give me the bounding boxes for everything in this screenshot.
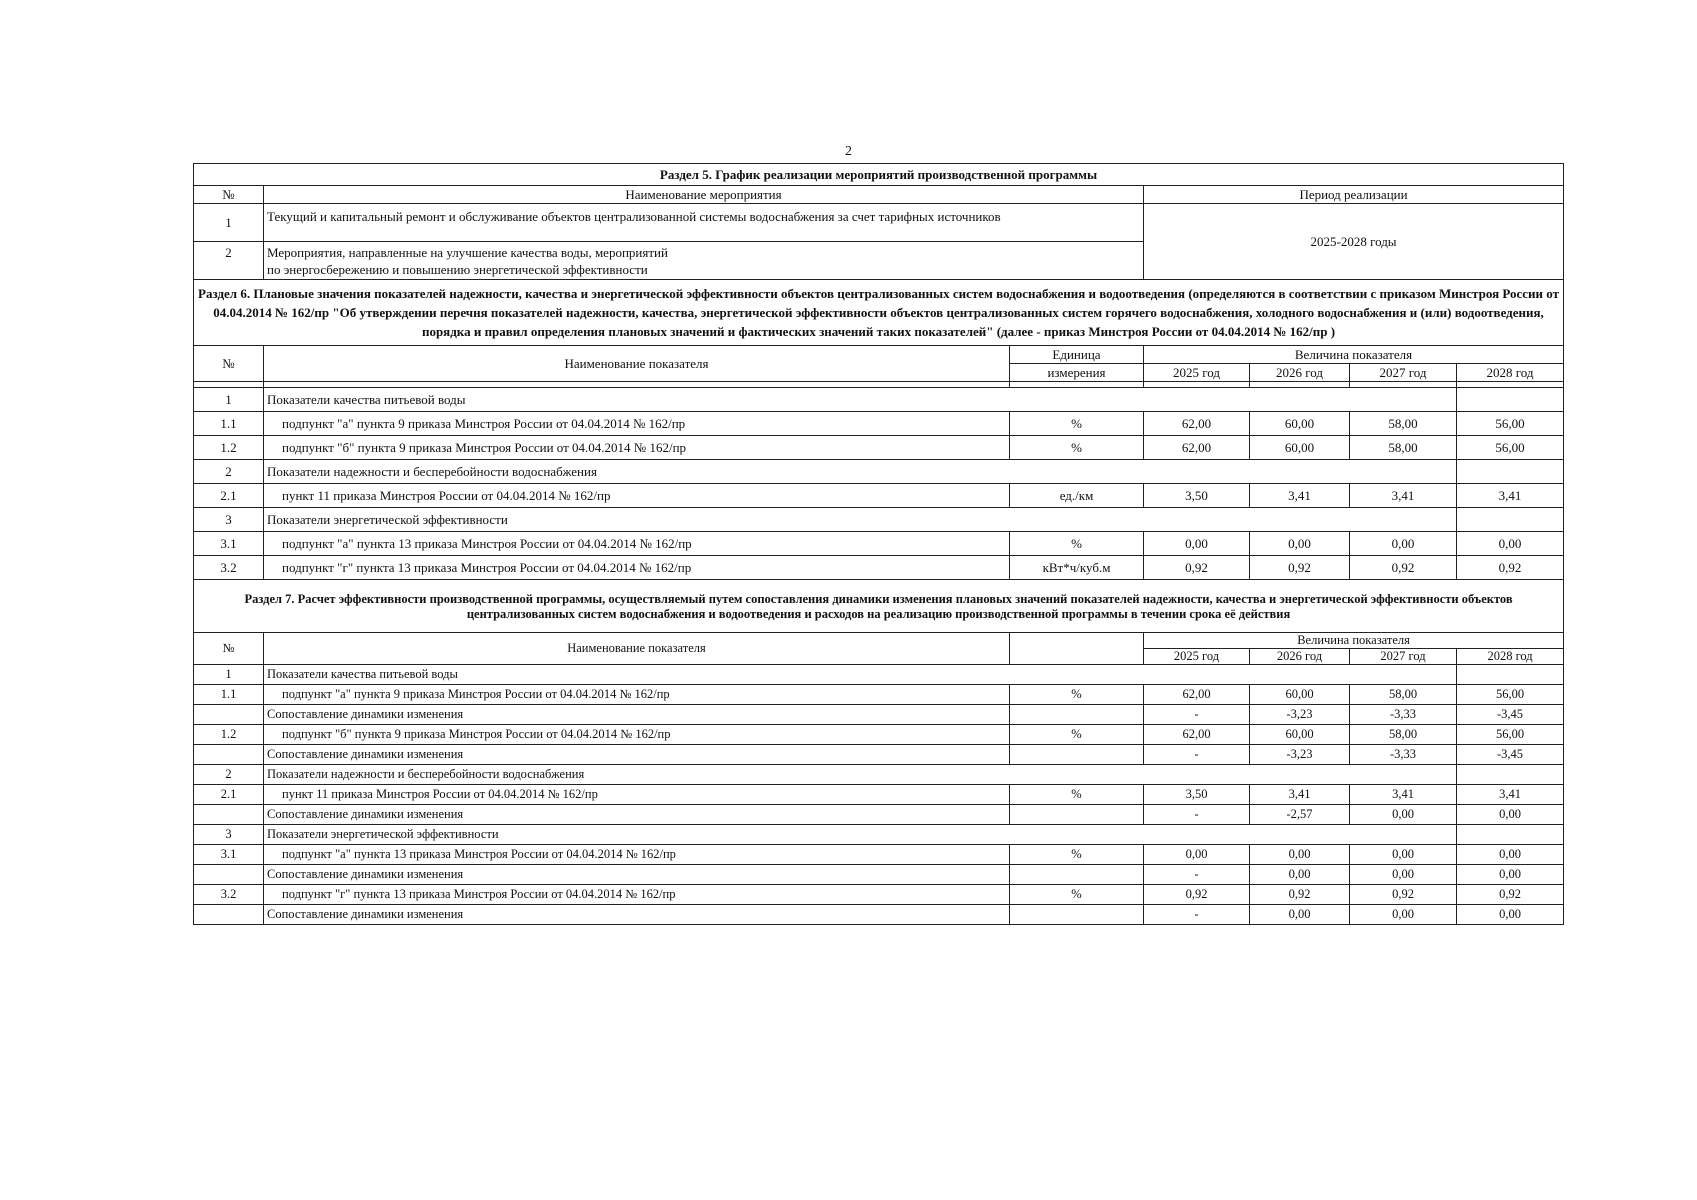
row-value: 3,41: [1350, 785, 1457, 805]
row-value: 0,00: [1457, 532, 1564, 556]
table-row: [194, 484, 1564, 508]
section7-col-no: №: [194, 633, 264, 665]
row-value: 0,00: [1350, 865, 1457, 885]
row-name: Сопоставление динамики изменения: [264, 805, 1010, 825]
row-value: 58,00: [1350, 725, 1457, 745]
row-value: 0,92: [1144, 556, 1250, 580]
row-number: 3: [194, 825, 264, 845]
section6-year: 2027 год: [1350, 364, 1457, 382]
section6-col-name: Наименование показателя: [264, 346, 1010, 382]
row-value: 3,50: [1144, 484, 1250, 508]
table-row: [194, 885, 1564, 905]
row-value: 0,00: [1350, 805, 1457, 825]
table-row: [194, 532, 1564, 556]
section5-table: [193, 163, 1564, 280]
row-cell-empty: [1457, 825, 1564, 845]
row-value: 58,00: [1350, 685, 1457, 705]
row-value: 0,92: [1144, 885, 1250, 905]
row-name: пункт 11 приказа Минстроя России от 04.04.2014 № 162/пр: [264, 785, 1010, 805]
section6-title: Раздел 6. Плановые значения показателей надежности, качества и энергетической эффективности объектов централизованных систем водоснабжения и водоотведения (определяются в соответствии с приказом Минстроя России от 04.04.2014 № 162/пр "Об утверждении перечня показателей надежности, качества, энергетической эффективности объектов централизованных систем горячего водоснабжения, холодного водоснабжения и (или) водоотведения, порядка и правил определения плановых значений и фактических значений таких показателей" (далее - приказ Минстроя России от 04.04.2014 № 162/пр ): [194, 280, 1564, 346]
document-sheet: [193, 163, 1563, 925]
row-number: 3.1: [194, 532, 264, 556]
row-value: 56,00: [1457, 685, 1564, 705]
row-unit: [1010, 865, 1144, 885]
section6-col-unit: Единица: [1010, 346, 1144, 364]
group-row: [194, 665, 1564, 685]
section7-year: 2026 год: [1250, 649, 1350, 665]
row-unit: %: [1010, 412, 1144, 436]
row-unit: %: [1010, 436, 1144, 460]
row-value: 0,92: [1350, 556, 1457, 580]
row-name: подпункт "б" пункта 9 приказа Минстроя России от 04.04.2014 № 162/пр: [264, 725, 1010, 745]
section5-col-no: №: [194, 186, 264, 204]
row-number: [194, 705, 264, 725]
section7-col-value: Величина показателя: [1144, 633, 1564, 649]
section6-year: 2026 год: [1250, 364, 1350, 382]
row-value: 0,00: [1350, 905, 1457, 925]
row-value: 62,00: [1144, 685, 1250, 705]
row-value: -3,33: [1350, 745, 1457, 765]
section6-year: 2025 год: [1144, 364, 1250, 382]
row-number: 3: [194, 508, 264, 532]
group-title: Показатели качества питьевой воды: [264, 388, 1457, 412]
section6-col-value: Величина показателя: [1144, 346, 1564, 364]
row-value: 0,92: [1250, 885, 1350, 905]
row-unit: [1010, 745, 1144, 765]
row-number: 1.2: [194, 725, 264, 745]
section5-col-period: Период реализации: [1144, 186, 1564, 204]
section7-year: 2028 год: [1457, 649, 1564, 665]
row-value: 60,00: [1250, 436, 1350, 460]
table-row: [194, 905, 1564, 925]
group-title: Показатели надежности и бесперебойности водоснабжения: [264, 460, 1457, 484]
row-unit: [1010, 705, 1144, 725]
table-row: [194, 785, 1564, 805]
row-value: 60,00: [1250, 412, 1350, 436]
row-unit: %: [1010, 725, 1144, 745]
row-number: [194, 865, 264, 885]
row-value: 58,00: [1350, 412, 1457, 436]
row-value: 3,41: [1350, 484, 1457, 508]
row-cell-empty: [1457, 765, 1564, 785]
section7-title: Раздел 7. Расчет эффективности производственной программы, осуществляемый путем сопоставления динамики изменения плановых значений показателей надежности, качества и энергетической эффективности объектов централизованных систем водоснабжения и водоотведения и расходов на реализацию производственной программы в течении срока её действия: [194, 580, 1564, 633]
row-value: 0,00: [1144, 532, 1250, 556]
row-value: 3,41: [1457, 484, 1564, 508]
row-name: Сопоставление динамики изменения: [264, 705, 1010, 725]
row-value: 0,92: [1350, 885, 1457, 905]
section5-row-name: Текущий и капитальный ремонт и обслуживание объектов централизованной системы водоснабжения за счет тарифных источников: [264, 204, 1144, 242]
section6-col-unit-2: измерения: [1010, 364, 1144, 382]
row-name: Сопоставление динамики изменения: [264, 865, 1010, 885]
row-value: 62,00: [1144, 412, 1250, 436]
section6-body: [194, 388, 1564, 580]
row-cell-empty: [1457, 388, 1564, 412]
page-number: 2: [845, 144, 852, 159]
row-value: 58,00: [1350, 436, 1457, 460]
row-value: -: [1144, 745, 1250, 765]
row-number: [194, 805, 264, 825]
row-number: 1: [194, 388, 264, 412]
row-unit: %: [1010, 685, 1144, 705]
table-row: [194, 705, 1564, 725]
row-name: подпункт "а" пункта 9 приказа Минстроя России от 04.04.2014 № 162/пр: [264, 685, 1010, 705]
row-value: 56,00: [1457, 725, 1564, 745]
group-row: [194, 765, 1564, 785]
row-unit: %: [1010, 845, 1144, 865]
table-row: [194, 725, 1564, 745]
row-number: 3.2: [194, 885, 264, 905]
section7-body: [194, 665, 1564, 925]
row-unit: %: [1010, 785, 1144, 805]
row-number: [194, 745, 264, 765]
row-value: 0,00: [1350, 845, 1457, 865]
table-row: [194, 845, 1564, 865]
row-number: 1.1: [194, 412, 264, 436]
row-value: -: [1144, 905, 1250, 925]
row-value: 3,41: [1250, 785, 1350, 805]
row-value: 0,00: [1457, 845, 1564, 865]
row-unit: [1010, 805, 1144, 825]
row-name: подпункт "а" пункта 13 приказа Минстроя России от 04.04.2014 № 162/пр: [264, 532, 1010, 556]
row-value: -3,33: [1350, 705, 1457, 725]
row-number: 3.1: [194, 845, 264, 865]
row-name: подпункт "а" пункта 9 приказа Минстроя России от 04.04.2014 № 162/пр: [264, 412, 1010, 436]
row-value: -3,45: [1457, 745, 1564, 765]
row-value: -2,57: [1250, 805, 1350, 825]
row-value: 3,50: [1144, 785, 1250, 805]
section5-row-name-line: по энергосбережению и повышению энергетической эффективности: [267, 261, 648, 277]
row-value: 0,00: [1250, 845, 1350, 865]
row-value: 3,41: [1250, 484, 1350, 508]
row-number: 2.1: [194, 484, 264, 508]
section5-row-name-line: Мероприятия, направленные на улучшение качества воды, мероприятий: [267, 244, 668, 260]
section7-year: 2025 год: [1144, 649, 1250, 665]
table-row: [194, 436, 1564, 460]
row-name: Сопоставление динамики изменения: [264, 745, 1010, 765]
section7-col-name: Наименование показателя: [264, 633, 1010, 665]
row-value: -3,45: [1457, 705, 1564, 725]
section6-col-no: №: [194, 346, 264, 382]
row-value: 0,92: [1250, 556, 1350, 580]
row-value: 62,00: [1144, 436, 1250, 460]
row-unit: [1010, 905, 1144, 925]
row-value: 0,92: [1457, 556, 1564, 580]
table-row: [194, 745, 1564, 765]
row-value: 0,00: [1250, 905, 1350, 925]
row-name: подпункт "б" пункта 9 приказа Минстроя России от 04.04.2014 № 162/пр: [264, 436, 1010, 460]
group-row: [194, 388, 1564, 412]
section5-row-name: [264, 242, 1144, 280]
row-value: -3,23: [1250, 705, 1350, 725]
row-number: 1.1: [194, 685, 264, 705]
row-cell-empty: [1457, 460, 1564, 484]
section7-table: [193, 579, 1564, 925]
group-title: Показатели надежности и бесперебойности водоснабжения: [264, 765, 1457, 785]
row-number: 1: [194, 665, 264, 685]
row-number: 2.1: [194, 785, 264, 805]
section5-title: Раздел 5. График реализации мероприятий производственной программы: [194, 164, 1564, 186]
section7-year: 2027 год: [1350, 649, 1457, 665]
group-row: [194, 460, 1564, 484]
row-value: -: [1144, 805, 1250, 825]
section5-period: 2025-2028 годы: [1144, 204, 1564, 280]
table-row: [194, 556, 1564, 580]
row-value: 60,00: [1250, 725, 1350, 745]
group-title: Показатели качества питьевой воды: [264, 665, 1457, 685]
group-title: Показатели энергетической эффективности: [264, 508, 1457, 532]
group-row: [194, 825, 1564, 845]
group-row: [194, 508, 1564, 532]
section7-col-unit: [1010, 633, 1144, 665]
row-value: 3,41: [1457, 785, 1564, 805]
table-row: [194, 805, 1564, 825]
row-number: 2: [194, 765, 264, 785]
row-value: 0,00: [1350, 532, 1457, 556]
table-row: [194, 412, 1564, 436]
section5-row-no: 2: [194, 242, 264, 280]
row-name: подпункт "г" пункта 13 приказа Минстроя России от 04.04.2014 № 162/пр: [264, 556, 1010, 580]
group-title: Показатели энергетической эффективности: [264, 825, 1457, 845]
section5-col-name: Наименование мероприятия: [264, 186, 1144, 204]
section6-table: [193, 279, 1564, 580]
row-name: Сопоставление динамики изменения: [264, 905, 1010, 925]
row-value: -3,23: [1250, 745, 1350, 765]
row-value: 0,00: [1250, 865, 1350, 885]
row-value: 0,92: [1457, 885, 1564, 905]
row-value: 56,00: [1457, 436, 1564, 460]
row-number: [194, 905, 264, 925]
row-value: 56,00: [1457, 412, 1564, 436]
row-unit: %: [1010, 885, 1144, 905]
row-number: 2: [194, 460, 264, 484]
row-value: 0,00: [1250, 532, 1350, 556]
section6-year: 2028 год: [1457, 364, 1564, 382]
row-value: -: [1144, 705, 1250, 725]
row-unit: %: [1010, 532, 1144, 556]
row-unit: ед./км: [1010, 484, 1144, 508]
row-cell-empty: [1457, 508, 1564, 532]
row-value: 0,00: [1457, 805, 1564, 825]
table-row: [194, 685, 1564, 705]
row-value: 0,00: [1144, 845, 1250, 865]
row-name: пункт 11 приказа Минстроя России от 04.04.2014 № 162/пр: [264, 484, 1010, 508]
row-value: 60,00: [1250, 685, 1350, 705]
row-number: 1.2: [194, 436, 264, 460]
row-value: 0,00: [1457, 865, 1564, 885]
row-value: 0,00: [1457, 905, 1564, 925]
row-value: 62,00: [1144, 725, 1250, 745]
table-row: [194, 865, 1564, 885]
row-name: подпункт "а" пункта 13 приказа Минстроя России от 04.04.2014 № 162/пр: [264, 845, 1010, 865]
row-number: 3.2: [194, 556, 264, 580]
row-unit: кВт*ч/куб.м: [1010, 556, 1144, 580]
row-value: -: [1144, 865, 1250, 885]
row-cell-empty: [1457, 665, 1564, 685]
section5-row-no: 1: [194, 204, 264, 242]
row-name: подпункт "г" пункта 13 приказа Минстроя России от 04.04.2014 № 162/пр: [264, 885, 1010, 905]
